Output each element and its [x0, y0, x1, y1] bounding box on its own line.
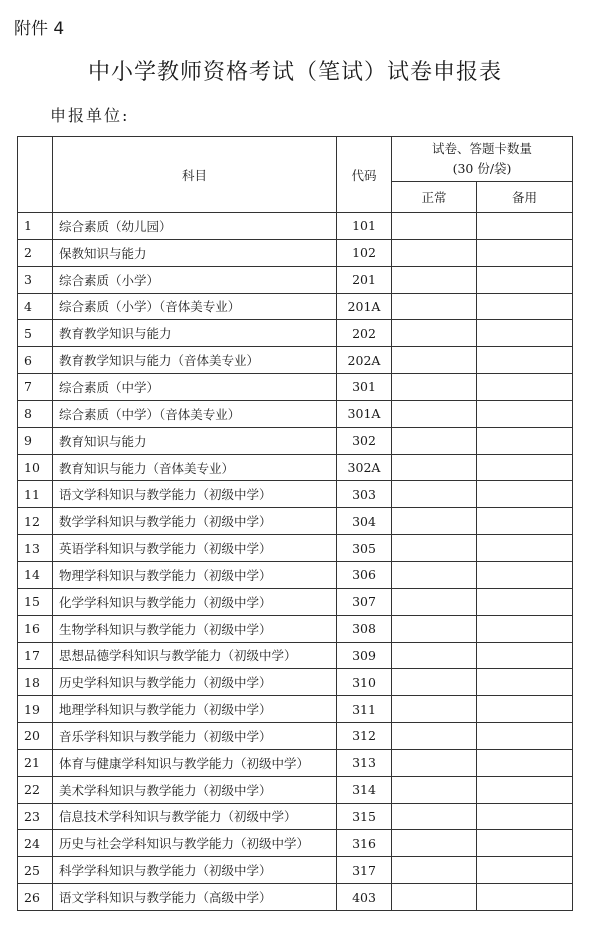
row-subject: 综合素质（小学） [53, 266, 337, 293]
row-normal-qty-input[interactable] [392, 749, 477, 776]
row-subject: 教育教学知识与能力（音体美专业） [53, 347, 337, 374]
row-normal-qty-input[interactable] [392, 454, 477, 481]
row-normal-qty-input[interactable] [392, 347, 477, 374]
table-row [18, 454, 573, 481]
row-number: 8 [18, 400, 53, 427]
row-spare-qty-input[interactable] [477, 239, 573, 266]
row-number: 4 [18, 293, 53, 320]
row-normal-qty-input[interactable] [392, 830, 477, 857]
row-code: 308 [337, 615, 392, 642]
row-number: 3 [18, 266, 53, 293]
header-quantity-line1: 试卷、答题卡数量 [432, 141, 533, 156]
table-row [18, 347, 573, 374]
row-code: 317 [337, 857, 392, 884]
row-number: 25 [18, 857, 53, 884]
application-table [17, 136, 573, 911]
table-row [18, 723, 573, 750]
table-row [18, 320, 573, 347]
row-number: 1 [18, 213, 53, 240]
row-subject: 数学学科知识与教学能力（初级中学） [53, 508, 337, 535]
row-code: 201 [337, 266, 392, 293]
row-subject: 综合素质（中学）（音体美专业） [53, 400, 337, 427]
row-code: 202A [337, 347, 392, 374]
row-code: 303 [337, 481, 392, 508]
table-row [18, 481, 573, 508]
row-code: 315 [337, 803, 392, 830]
row-number: 13 [18, 535, 53, 562]
header-no [18, 137, 53, 213]
row-number: 9 [18, 427, 53, 454]
row-spare-qty-input[interactable] [477, 803, 573, 830]
table-row [18, 642, 573, 669]
row-spare-qty-input[interactable] [477, 884, 573, 911]
table-row [18, 749, 573, 776]
row-spare-qty-input[interactable] [477, 347, 573, 374]
row-number: 16 [18, 615, 53, 642]
row-spare-qty-input[interactable] [477, 400, 573, 427]
row-subject: 综合素质（幼儿园） [53, 213, 337, 240]
row-normal-qty-input[interactable] [392, 857, 477, 884]
row-spare-qty-input[interactable] [477, 723, 573, 750]
row-subject: 教育知识与能力 [53, 427, 337, 454]
row-normal-qty-input[interactable] [392, 508, 477, 535]
row-normal-qty-input[interactable] [392, 723, 477, 750]
row-code: 307 [337, 588, 392, 615]
row-normal-qty-input[interactable] [392, 588, 477, 615]
row-spare-qty-input[interactable] [477, 213, 573, 240]
row-normal-qty-input[interactable] [392, 884, 477, 911]
row-code: 301 [337, 374, 392, 401]
row-number: 23 [18, 803, 53, 830]
row-number: 12 [18, 508, 53, 535]
row-number: 21 [18, 749, 53, 776]
row-subject: 语文学科知识与教学能力（初级中学） [53, 481, 337, 508]
row-code: 313 [337, 749, 392, 776]
table-row [18, 669, 573, 696]
row-number: 15 [18, 588, 53, 615]
row-subject: 科学学科知识与教学能力（初级中学） [53, 857, 337, 884]
table-row [18, 776, 573, 803]
row-code: 301A [337, 400, 392, 427]
row-code: 202 [337, 320, 392, 347]
row-normal-qty-input[interactable] [392, 776, 477, 803]
table-row [18, 535, 573, 562]
row-normal-qty-input[interactable] [392, 535, 477, 562]
row-code: 306 [337, 561, 392, 588]
row-number: 17 [18, 642, 53, 669]
header-spare: 备用 [477, 182, 573, 213]
row-normal-qty-input[interactable] [392, 293, 477, 320]
row-subject: 历史学科知识与教学能力（初级中学） [53, 669, 337, 696]
row-normal-qty-input[interactable] [392, 320, 477, 347]
row-spare-qty-input[interactable] [477, 535, 573, 562]
row-spare-qty-input[interactable] [477, 481, 573, 508]
row-normal-qty-input[interactable] [392, 427, 477, 454]
row-spare-qty-input[interactable] [477, 508, 573, 535]
row-code: 101 [337, 213, 392, 240]
row-spare-qty-input[interactable] [477, 561, 573, 588]
row-normal-qty-input[interactable] [392, 803, 477, 830]
row-number: 5 [18, 320, 53, 347]
row-code: 312 [337, 723, 392, 750]
row-number: 10 [18, 454, 53, 481]
row-code: 311 [337, 696, 392, 723]
row-spare-qty-input[interactable] [477, 454, 573, 481]
row-subject: 思想品德学科知识与教学能力（初级中学） [53, 642, 337, 669]
header-code: 代码 [337, 137, 392, 213]
row-subject: 历史与社会学科知识与教学能力（初级中学） [53, 830, 337, 857]
row-spare-qty-input[interactable] [477, 588, 573, 615]
row-subject: 语文学科知识与教学能力（高级中学） [53, 884, 337, 911]
row-code: 403 [337, 884, 392, 911]
row-code: 302A [337, 454, 392, 481]
row-code: 201A [337, 293, 392, 320]
row-normal-qty-input[interactable] [392, 400, 477, 427]
row-number: 2 [18, 239, 53, 266]
row-code: 309 [337, 642, 392, 669]
row-code: 304 [337, 508, 392, 535]
row-subject: 英语学科知识与教学能力（初级中学） [53, 535, 337, 562]
row-number: 22 [18, 776, 53, 803]
row-code: 314 [337, 776, 392, 803]
row-subject: 教育知识与能力（音体美专业） [53, 454, 337, 481]
row-number: 20 [18, 723, 53, 750]
row-code: 316 [337, 830, 392, 857]
row-normal-qty-input[interactable] [392, 266, 477, 293]
header-quantity-line2: (30 份/袋) [452, 161, 512, 176]
reporting-unit-label: 申报单位: [50, 106, 130, 125]
row-number: 24 [18, 830, 53, 857]
row-normal-qty-input[interactable] [392, 561, 477, 588]
row-normal-qty-input[interactable] [392, 615, 477, 642]
row-spare-qty-input[interactable] [477, 293, 573, 320]
row-code: 310 [337, 669, 392, 696]
row-spare-qty-input[interactable] [477, 427, 573, 454]
table-row [18, 239, 573, 266]
row-normal-qty-input[interactable] [392, 481, 477, 508]
row-number: 14 [18, 561, 53, 588]
header-subject: 科目 [53, 137, 337, 213]
row-normal-qty-input[interactable] [392, 696, 477, 723]
row-subject: 物理学科知识与教学能力（初级中学） [53, 561, 337, 588]
row-subject: 美术学科知识与教学能力（初级中学） [53, 776, 337, 803]
table-row [18, 374, 573, 401]
row-subject: 保教知识与能力 [53, 239, 337, 266]
table-row [18, 561, 573, 588]
row-spare-qty-input[interactable] [477, 776, 573, 803]
table-row [18, 213, 573, 240]
row-number: 7 [18, 374, 53, 401]
table-row [18, 508, 573, 535]
row-subject: 音乐学科知识与教学能力（初级中学） [53, 723, 337, 750]
header-normal: 正常 [392, 182, 477, 213]
row-subject: 生物学科知识与教学能力（初级中学） [53, 615, 337, 642]
row-code: 305 [337, 535, 392, 562]
row-normal-qty-input[interactable] [392, 669, 477, 696]
row-spare-qty-input[interactable] [477, 615, 573, 642]
table-row [18, 427, 573, 454]
table-row [18, 400, 573, 427]
row-code: 302 [337, 427, 392, 454]
table-row [18, 293, 573, 320]
attachment-label: 附件 4 [14, 19, 65, 39]
row-spare-qty-input[interactable] [477, 320, 573, 347]
row-number: 26 [18, 884, 53, 911]
table-row [18, 696, 573, 723]
row-normal-qty-input[interactable] [392, 374, 477, 401]
row-spare-qty-input[interactable] [477, 749, 573, 776]
row-number: 6 [18, 347, 53, 374]
row-normal-qty-input[interactable] [392, 642, 477, 669]
row-normal-qty-input[interactable] [392, 239, 477, 266]
row-spare-qty-input[interactable] [477, 642, 573, 669]
row-spare-qty-input[interactable] [477, 266, 573, 293]
row-spare-qty-input[interactable] [477, 830, 573, 857]
row-spare-qty-input[interactable] [477, 669, 573, 696]
row-normal-qty-input[interactable] [392, 213, 477, 240]
row-code: 102 [337, 239, 392, 266]
row-subject: 化学学科知识与教学能力（初级中学） [53, 588, 337, 615]
table-row [18, 884, 573, 911]
header-quantity [392, 137, 573, 182]
row-subject: 综合素质（中学） [53, 374, 337, 401]
row-subject: 地理学科知识与教学能力（初级中学） [53, 696, 337, 723]
table-row [18, 803, 573, 830]
table-row [18, 588, 573, 615]
table-row [18, 266, 573, 293]
row-subject: 教育教学知识与能力 [53, 320, 337, 347]
table-row [18, 857, 573, 884]
row-subject: 综合素质（小学）（音体美专业） [53, 293, 337, 320]
row-number: 11 [18, 481, 53, 508]
row-number: 19 [18, 696, 53, 723]
table-body [18, 213, 573, 911]
row-spare-qty-input[interactable] [477, 857, 573, 884]
table-row [18, 615, 573, 642]
row-number: 18 [18, 669, 53, 696]
table-row [18, 830, 573, 857]
row-subject: 信息技术学科知识与教学能力（初级中学） [53, 803, 337, 830]
row-spare-qty-input[interactable] [477, 374, 573, 401]
form-title: 中小学教师资格考试（笔试）试卷申报表 [87, 60, 502, 85]
row-spare-qty-input[interactable] [477, 696, 573, 723]
row-subject: 体育与健康学科知识与教学能力（初级中学） [53, 749, 337, 776]
